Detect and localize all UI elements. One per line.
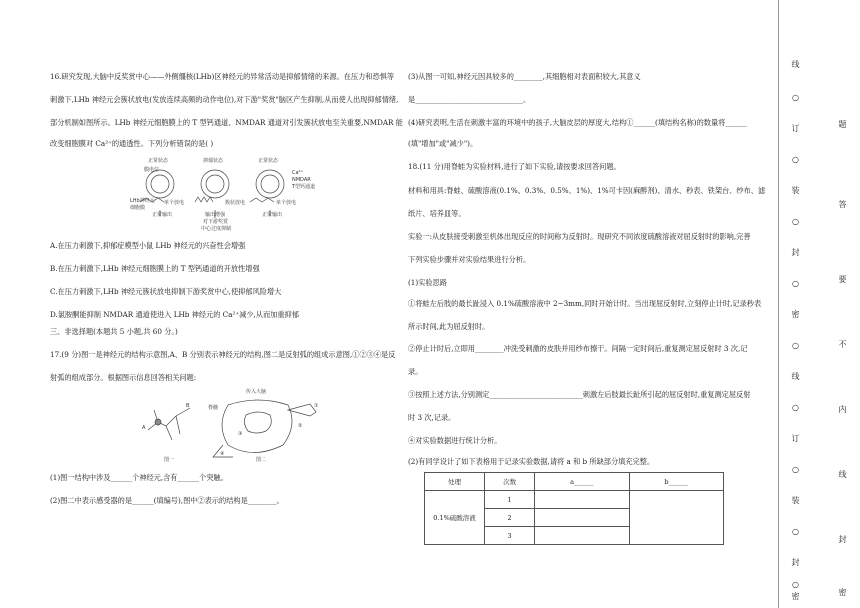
q16-neuron-figure: [130, 152, 330, 232]
binding-inner-3: 要: [838, 275, 847, 283]
table-count-3: 3: [485, 527, 535, 545]
binding-outer-19: 密: [791, 592, 800, 600]
fig-label-depressed: 抑郁状态: [203, 158, 224, 164]
q16-option-c: C.在压力刺激下,LHb 神经元簇状放电抑制下游奖赏中心,使抑郁风险增大: [50, 287, 282, 296]
fig17-b: B: [186, 403, 190, 409]
q17-sub-1: (1)图一结构中涉及______个神经元,含有______个突触。: [50, 473, 228, 482]
fig-label-over-inhibit: 中心过度抑制: [201, 226, 232, 232]
right-line-4: (填"增加"或"减少")。: [408, 139, 478, 148]
right-line-12: 所示时间,此为屈反射时。: [408, 322, 490, 331]
section-heading: 三、非选择题(本题共 5 小题,共 60 分。): [50, 327, 178, 336]
fig17-2: ②: [298, 423, 303, 429]
binding-outer-17: 封: [791, 558, 800, 566]
binding-outer-16: ○: [791, 527, 800, 536]
binding-inner-4: 不: [838, 340, 847, 348]
data-table: [424, 472, 724, 545]
right-line-9: 下列实验步骤并对实验结果进行分析。: [408, 255, 531, 264]
q16-option-a: A.在压力刺激下,抑郁症模型小鼠 LHb 神经元的兴奋性会增强: [50, 241, 246, 250]
right-line-3: (4)研究表明,生活在刺激丰富的环境中的孩子,大脑皮层的厚度大,结构①______(填结构名称)的数量将______: [408, 118, 747, 127]
table-cell-b: [629, 491, 723, 545]
fig17-fig1: 图一: [164, 457, 175, 463]
fig-label-enhanced-out: 输出增强: [205, 212, 226, 218]
binding-outer-14: ○: [791, 465, 800, 474]
fig17-a: A: [142, 425, 146, 431]
right-line-13: ②停止计时后,立即用________冲洗受刺激的皮肤并用纱布擦干。间隔一定时间后,重复测定屈反射时 3 次,记: [408, 344, 748, 353]
q16-option-b: B.在压力刺激下,LHb 神经元细胞膜上的 T 型钙通道的开放性增强: [50, 264, 260, 273]
right-line-7: 纸片、培养皿等。: [408, 209, 466, 218]
binding-inner-2: 答: [838, 200, 847, 208]
fig-label-single-fire-1: 单个放电: [164, 200, 185, 206]
binding-inner-1: 题: [838, 120, 847, 128]
fig17-fig2: 图二: [256, 457, 267, 463]
right-line-15: ③按照上述方法,分别测定__________________________刺激左后肢最长趾所引起的屈反射时,重复测定屈反射: [408, 390, 751, 399]
q16-line-3: 部分机制如图所示。LHb 神经元细胞膜上的 T 型钙通道、NMDAR 通道对引发簇状放电至关重要,NMDAR 能: [50, 118, 403, 127]
right-line-18: (2)有同学设计了如下表格用于记录实验数据,请将 a 和 b 所缺部分填充完整。: [408, 457, 655, 466]
binding-outer-12: ○: [791, 403, 800, 412]
binding-inner-5: 内: [838, 405, 847, 413]
binding-outer-6: ○: [791, 217, 800, 226]
right-line-17: ④对实验数据进行统计分析。: [408, 436, 502, 445]
table-cell-a3: [535, 527, 629, 545]
right-line-2: 是______________________________。: [408, 95, 531, 104]
fig-label-t-channel: T型钙通道: [292, 184, 316, 190]
binding-outer-7: 封: [791, 248, 800, 256]
table-header-b: b______: [629, 473, 723, 491]
table-count-2: 2: [485, 509, 535, 527]
binding-outer-13: 订: [791, 434, 800, 442]
table-header-count: 次数: [485, 473, 535, 491]
fig-label-ca: Ca²⁺: [292, 170, 304, 176]
q16-option-d: D.氯胺酮能抑制 NMDAR 通道使进入 LHb 神经元的 Ca²⁺减少,从而加重抑郁: [50, 310, 299, 319]
fig-label-normal-out-2: 正常输出: [262, 212, 283, 218]
q17-sub-2: (2)图二中表示感受器的是______(填编号),图中②表示的结构是________。: [50, 496, 284, 505]
q17-line-2: 射弧的组成部分。根据图示信息回答相关问题:: [50, 373, 197, 382]
right-line-16: 时 3 次,记录。: [408, 413, 456, 422]
binding-outer-8: ○: [791, 279, 800, 288]
q16-line-1: 16.研究发现,大脑中反奖赏中心——外侧缰核(LHb)区神经元的异常活动是抑郁情绪的来源。在压力和恐惧等: [50, 72, 395, 81]
binding-outer-15: 装: [791, 496, 800, 504]
right-line-11: ①将蛙左后肢的最长趾浸入 0.1%硫酸溶液中 2~3mm,同时开始计时。当出现屈反射时,立刻停止计时,记录秒表: [408, 299, 762, 308]
binding-strip: [778, 0, 860, 608]
binding-outer-11: 线: [791, 372, 800, 380]
fig-label-membrane-potential: 膜电位: [144, 167, 160, 173]
table-cell-a2: [535, 509, 629, 527]
fig17-1: ①: [314, 403, 319, 409]
right-line-8: 实验一:从皮肤接受刺激至机体出现反应的时间称为反射时。现研究不同浓度硫酸溶液对屈反射时的影响,完善: [408, 232, 751, 241]
table-header-treatment: 处理: [425, 473, 485, 491]
fig-label-cell-membrane: 细胞膜: [130, 205, 146, 211]
right-line-6: 材料和用具:脊蛙、硫酸溶液(0.1%、0.3%、0.5%、1%)、1%可卡因(麻醉剂)、清水、秒表、铁架台、纱布、滤: [408, 186, 766, 195]
fig-label-single-fire-2: 单个放电: [276, 200, 297, 206]
q17-line-1: 17.(9 分)图一是神经元的结构示意图,A、B 分别表示神经元的结构,图二是反射弧的组成示意图,①②③④是反: [50, 350, 396, 359]
table-count-1: 1: [485, 491, 535, 509]
binding-inner-7: 封: [838, 535, 847, 543]
right-line-1: (3)从图一可知,神经元因具较多的________,其细胞相对表面积较大,其意义: [408, 72, 641, 81]
fig17-to-brain: 传入大脑: [246, 389, 267, 395]
fig-label-normal-1: 正常状态: [148, 158, 169, 164]
binding-inner-6: 线: [838, 470, 847, 478]
binding-outer-18: ○: [791, 580, 800, 589]
q16-line-4: 改变细胞膜对 Ca²⁺的通透性。下列分析错误的是( ): [50, 139, 214, 148]
fig-label-normal-2: 正常状态: [258, 158, 279, 164]
fig-label-normal-out-1: 正常输出: [152, 212, 173, 218]
fig-label-lhb: LHb神经元: [130, 198, 155, 204]
right-line-5: 18.(11 分)用脊蛙为实验材料,进行了如下实验,请按要求回答问题。: [408, 162, 621, 171]
right-line-10: (1)实验思路: [408, 278, 447, 287]
fig-label-burst-fire: 簇状放电: [225, 200, 246, 206]
fig17-4: ④: [220, 451, 225, 457]
q17-reflex-figure: [128, 385, 328, 465]
binding-outer-5: 装: [791, 186, 800, 194]
fig-label-nmdar: NMDAR: [292, 177, 311, 183]
binding-outer-4: ○: [791, 155, 800, 164]
table-row-label: 0.1%硫酸溶液: [425, 491, 485, 545]
fig-label-downstream: 对下游奖赏: [203, 219, 229, 225]
table-header-a: a______: [535, 473, 629, 491]
fig17-spinal: 脊髓: [208, 405, 219, 411]
binding-outer-3: 订: [791, 124, 800, 132]
q16-line-2: 刺激下,LHb 神经元会簇状放电(发放连续高频的动作电位),对下游"奖赏"脑区产生抑制,从而使人出现抑郁情绪,: [50, 95, 399, 104]
table-cell-a1: [535, 491, 629, 509]
binding-outer-10: ○: [791, 341, 800, 350]
binding-outer-1: 线: [791, 60, 800, 68]
right-line-14: 录。: [408, 367, 423, 376]
binding-outer-2: ○: [791, 93, 800, 102]
binding-inner-8: 密: [838, 588, 847, 596]
binding-outer-9: 密: [791, 310, 800, 318]
fig17-3: ③: [238, 431, 243, 437]
